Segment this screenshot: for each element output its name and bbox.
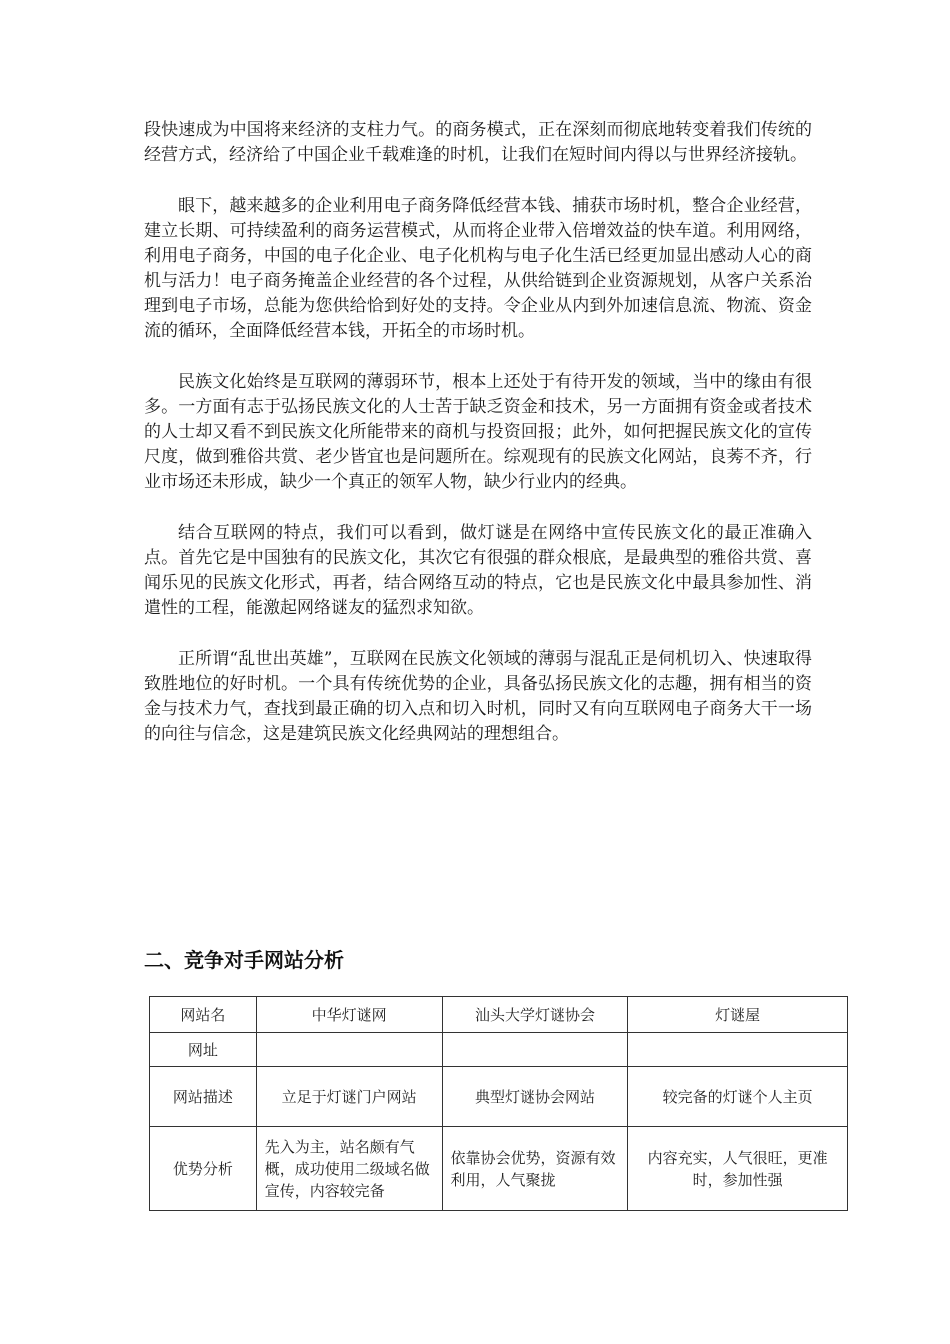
table-row-description xyxy=(150,1067,848,1127)
row-label-description: 网站描述 xyxy=(150,1067,257,1127)
url-cell-site-3 xyxy=(628,1033,848,1067)
header-cell-site-name: 网站名 xyxy=(150,997,257,1033)
paragraph-4: 结合互联网的特点，我们可以看到，做灯谜是在网络中宣传民族文化的最正准确入点。首先它是中国独有的民族文化，其次它有很强的群众根底，是最典型的雅俗共赏、喜闻乐见的民族文化形式，再者，结合网络互动的特点，它也是民族文化中最具参加性、消遣性的工程，能激起网络谜友的猛烈求知欲。 xyxy=(144,523,812,618)
row-label-advantages: 优势分析 xyxy=(150,1127,257,1211)
header-cell-site-2: 汕头大学灯谜协会 xyxy=(442,997,628,1033)
row-label-url: 网址 xyxy=(150,1033,257,1067)
desc-cell-site-1: 立足于灯谜门户网站 xyxy=(256,1067,442,1127)
header-cell-site-1: 中华灯谜网 xyxy=(256,997,442,1033)
table-header-row xyxy=(150,997,848,1033)
section-title: 二、竞争对手网站分析 xyxy=(144,948,344,972)
table-row-advantages xyxy=(150,1127,848,1211)
desc-cell-site-2: 典型灯谜协会网站 xyxy=(442,1067,628,1127)
url-cell-site-2 xyxy=(442,1033,628,1067)
adv-cell-site-2: 依靠协会优势，资源有效利用，人气聚拢 xyxy=(442,1127,628,1211)
adv-cell-site-3: 内容充实，人气很旺，更准时，参加性强 xyxy=(628,1127,848,1211)
paragraph-1: 段快速成为中国将来经济的支柱力气。的商务模式，正在深刻而彻底地转变着我们传统的经营方式，经济给了中国企业千载难逢的时机，让我们在短时间内得以与世界经济接轨。 xyxy=(144,120,812,165)
paragraph-5: 正所谓“乱世出英雄”，互联网在民族文化领域的薄弱与混乱正是伺机切入、快速取得致胜地位的好时机。一个具有传统优势的企业，具备弘扬民族文化的志趣，拥有相当的资金与技术力气，查找到最正确的切入点和切入时机，同时又有向互联网电子商务大干一场的向往与信念，这是建筑民族文化经典网站的理想组合。 xyxy=(144,649,812,744)
document-body xyxy=(144,118,812,773)
desc-cell-site-3: 较完备的灯谜个人主页 xyxy=(628,1067,848,1127)
paragraph-3: 民族文化始终是互联网的薄弱环节，根本上还处于有待开发的领域，当中的缘由有很多。一方面有志于弘扬民族文化的人士苦于缺乏资金和技术，另一方面拥有资金或者技术的人士却又看不到民族文化所能带来的商机与投资回报；此外，如何把握民族文化的宣传尺度，做到雅俗共赏、老少皆宜也是问题所在。综观现有的民族文化网站，良莠不齐，行业市场还未形成，缺少一个真正的领军人物，缺少行业内的经典。 xyxy=(144,372,812,492)
header-cell-site-3: 灯谜屋 xyxy=(628,997,848,1033)
paragraph-2: 眼下，越来越多的企业利用电子商务降低经营本钱、捕获市场时机，整合企业经营，建立长期、可持续盈利的商务运营模式，从而将企业带入倍增效益的快车道。利用网络，利用电子商务，中国的电子化企业、电子化机构与电子化生活已经更加显出感动人心的商机与活力！电子商务掩盖企业经营的各个过程，从供给链到企业资源规划，从客户关系治理到电子市场，总能为您供给恰到好处的支持。令企业从内到外加速信息流、物流、资金流的循环，全面降低经营本钱，开拓全的市场时机。 xyxy=(144,196,812,341)
competitor-table xyxy=(149,996,848,1211)
url-cell-site-1 xyxy=(256,1033,442,1067)
table-row-url xyxy=(150,1033,848,1067)
adv-cell-site-1: 先入为主，站名颇有气概，成功使用二级域名做宣传，内容较完备 xyxy=(256,1127,442,1211)
